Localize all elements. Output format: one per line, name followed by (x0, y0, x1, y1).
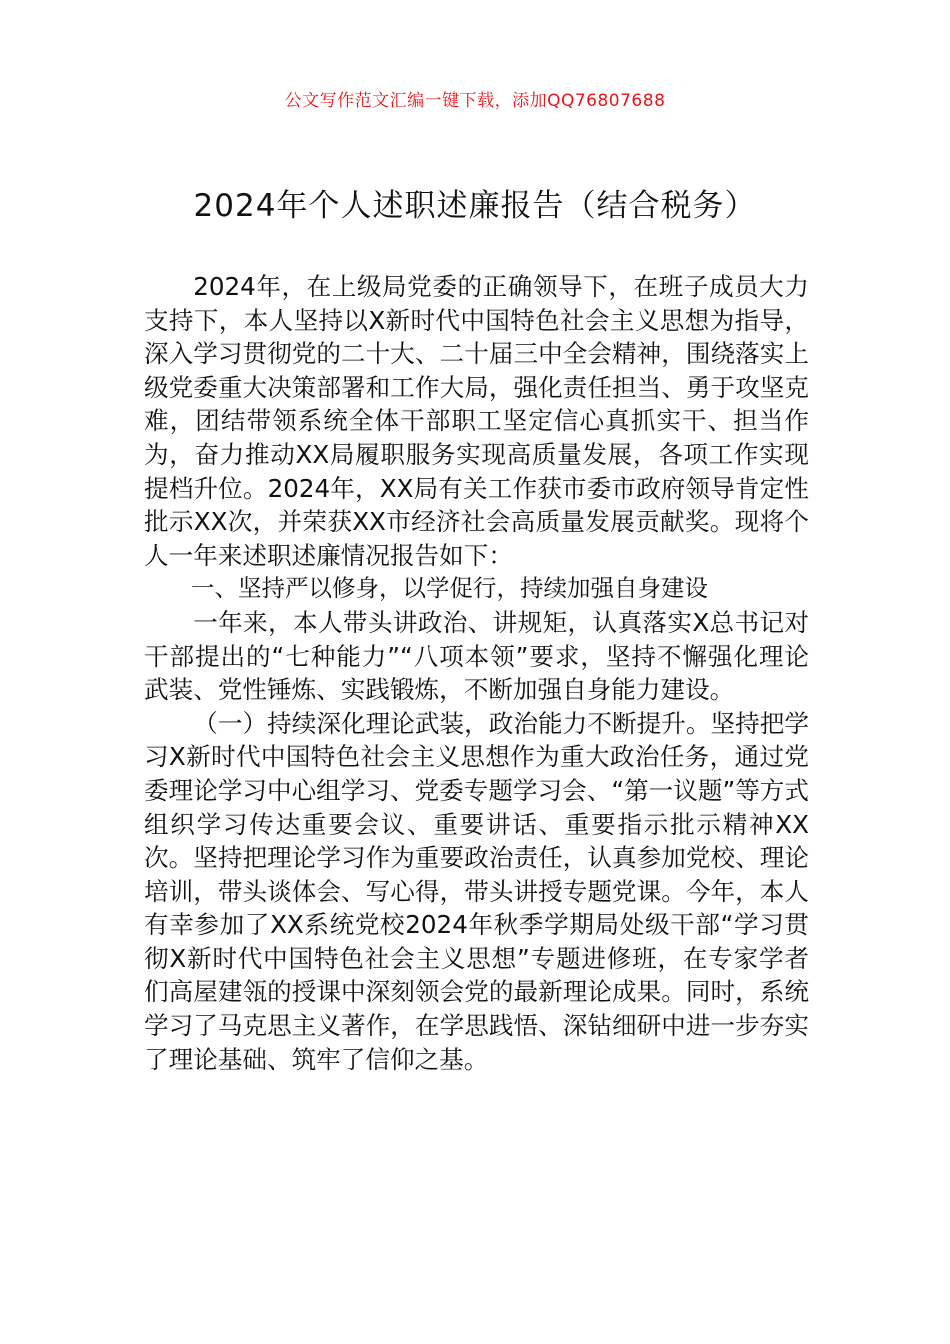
document-title: 2024年个人述职述廉报告（结合税务） (193, 188, 757, 224)
paragraph-subsection-1: （一）持续深化理论武装，政治能力不断提升。坚持把学习X新时代中国特色社会主义思想作为重大政治任务，通过党委理论学习中心组学习、党委专题学习会、“第一议题”等方式组织学习传达重要会议、重要讲话、重要指示批示精神XX次。坚持把理论学习作为重要政治责任，认真参加党校、理论培训，带头谈体会、写心得，带头讲授专题党课。今年，本人有幸参加了XX系统党校2024年秋季学期局处级干部“学习贯彻X新时代中国特色社会主义思想”专题进修班，在专家学者们高屋建瓴的授课中深刻领会党的最新理论成果。同时，系统学习了马克思主义著作，在学思践悟、深钻细研中进一步夯实了理论基础、筑牢了信仰之基。 (144, 708, 809, 1074)
promo-banner: 公文写作范文汇编一键下载，添加QQ76807688 (284, 91, 666, 111)
document-body (144, 270, 809, 1076)
section-heading-1: 一、坚持严以修身，以学促行，持续加强自身建设 (191, 574, 708, 603)
paragraph-section-1-intro: 一年来，本人带头讲政治、讲规矩，认真落实X总书记对干部提出的“七种能力”“八项本领”要求，坚持不懈强化理论武装、党性锤炼、实践锻炼，不断加强自身能力建设。 (144, 607, 809, 705)
paragraph-intro: 2024年，在上级局党委的正确领导下，在班子成员大力支持下，本人坚持以X新时代中国特色社会主义思想为指导，深入学习贯彻党的二十大、二十届三中全会精神，围绕落实上级党委重大决策部署和工作大局，强化责任担当、勇于攻坚克难，团结带领系统全体干部职工坚定信心真抓实干、担当作为，奋力推动XX局履职服务实现高质量发展，各项工作实现提档升位。2024年，XX局有关工作获市委市政府领导肯定性批示XX次，并荣获XX市经济社会高质量发展贡献奖。现将个人一年来述职述廉情况报告如下： (144, 272, 809, 570)
